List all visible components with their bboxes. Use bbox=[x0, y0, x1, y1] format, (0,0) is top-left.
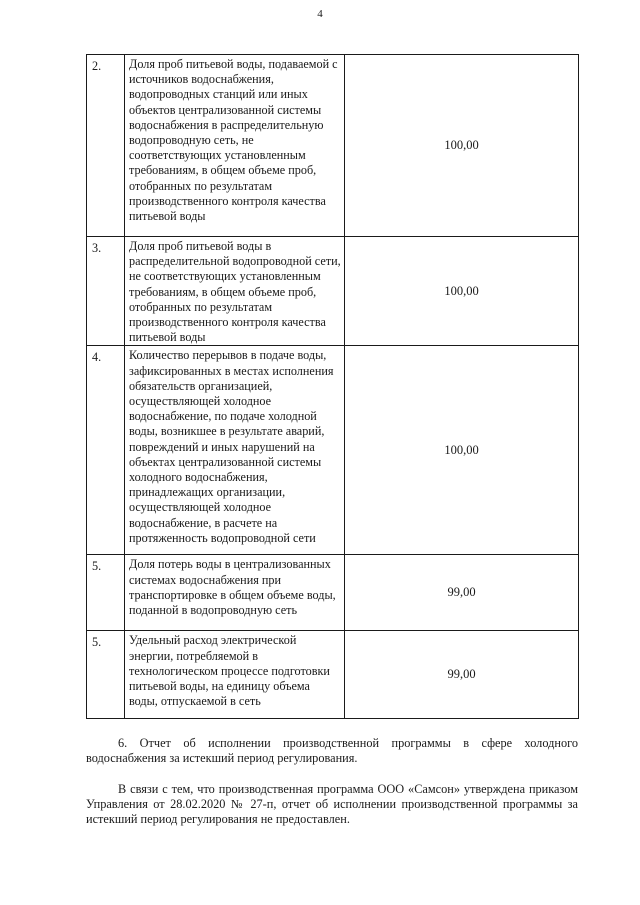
indicator-description: Доля потерь воды в централизованных системах водоснабжения при транспортировке в общем объеме воды, поданной в водопроводную сеть bbox=[125, 555, 345, 631]
row-number: 3. bbox=[87, 237, 125, 346]
indicator-description: Доля проб питьевой воды, подаваемой с источников водоснабжения, водопроводных станций или иных объектов централизованной системы водоснабжения в распределительную водопроводную сеть, не соответствующих установленным требованиям, в общем объеме проб, отобранных по результатам производственного контроля качества питьевой воды bbox=[125, 55, 345, 237]
row-number: 5. bbox=[87, 555, 125, 631]
table-row bbox=[87, 555, 579, 631]
table-row bbox=[87, 346, 579, 555]
indicator-value: 99,00 bbox=[345, 555, 579, 631]
table-row bbox=[87, 55, 579, 237]
indicator-description: Удельный расход электрической энергии, потребляемой в технологическом процессе подготовки питьевой воды, на единицу объема воды, отпускаемой в сеть bbox=[125, 631, 345, 719]
indicator-value: 100,00 bbox=[345, 237, 579, 346]
table-row bbox=[87, 631, 579, 719]
indicators-table bbox=[86, 54, 579, 719]
page-number: 4 bbox=[317, 8, 323, 20]
report-heading-paragraph: 6. Отчет об исполнении производственной программы в сфере холодного водоснабжения за истекший период регулирования. bbox=[86, 736, 578, 766]
indicator-value: 99,00 bbox=[345, 631, 579, 719]
row-number: 2. bbox=[87, 55, 125, 237]
indicator-value: 100,00 bbox=[345, 346, 579, 555]
row-number: 4. bbox=[87, 346, 125, 555]
indicator-description: Доля проб питьевой воды в распределительной водопроводной сети, не соответствующих установленным требованиям, в общем объеме проб, отобранных по результатам производственного контроля качества питьевой воды bbox=[125, 237, 345, 346]
indicator-description: Количество перерывов в подаче воды, зафиксированных в местах исполнения обязательств организацией, осуществляющей холодное водоснабжение, по подаче холодной воды, возникшее в результате аварий, повреждений и иных нарушений на объектах централизованной системы холодного водоснабжения, принадлежащих организации, осуществляющей холодное водоснабжение, в расчете на протяженность водопроводной сети bbox=[125, 346, 345, 555]
row-number: 5. bbox=[87, 631, 125, 719]
report-text-paragraph: В связи с тем, что производственная программа ООО «Самсон» утверждена приказом Управления от 28.02.2020 № 27-п, отчет об исполнении производственной программы за истекший период регулирования не предоставлен. bbox=[86, 782, 578, 827]
indicator-value: 100,00 bbox=[345, 55, 579, 237]
table-row bbox=[87, 237, 579, 346]
